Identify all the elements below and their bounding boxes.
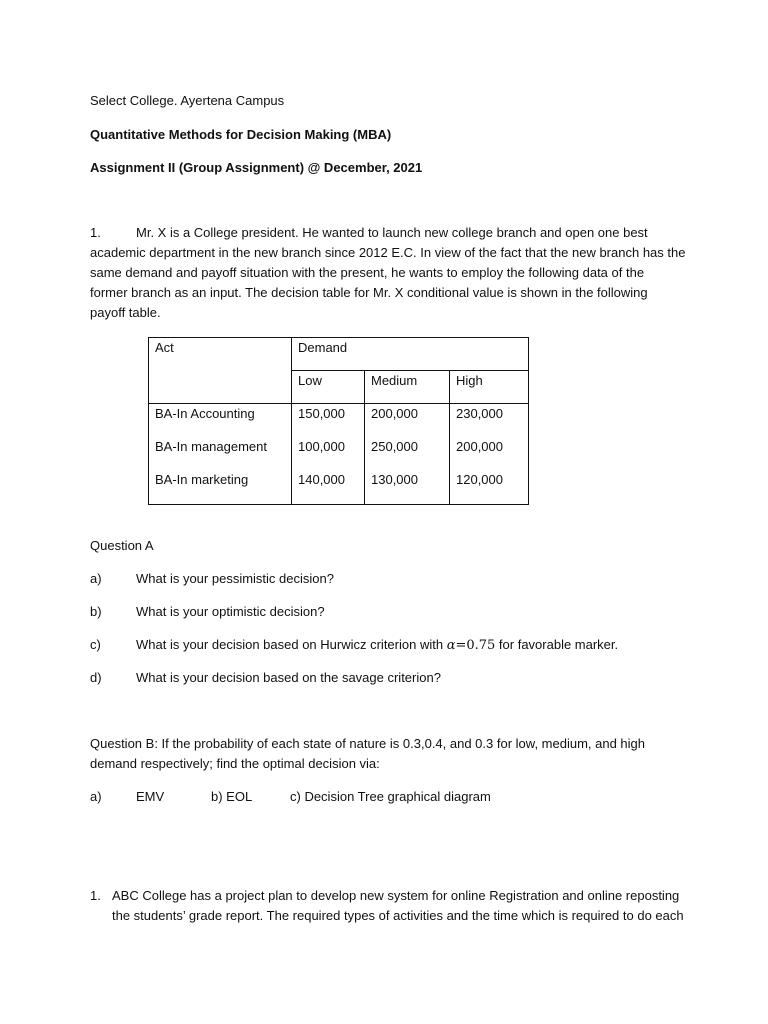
question-2-number: 1. [90, 888, 101, 903]
question-a-item-c: c) What is your decision based on Hurwicz criterion with α=0.75 for favorable marker. [90, 637, 619, 653]
alpha-symbol: α [446, 638, 456, 653]
column-header-high: High [450, 371, 529, 404]
question-2-line-1: ABC College has a project plan to develop new system for online Registration and online reposting [112, 888, 680, 903]
question-b-options: a) EMV b) EOL c) Decision Tree graphical diagram [90, 787, 491, 807]
question-a-item-b: b) What is your optimistic decision? [90, 604, 325, 619]
question-1-line-1: Mr. X is a College president. He wanted to launch new college branch and open one best [136, 225, 648, 240]
low-values-cell [292, 404, 365, 505]
question-1-paragraph [90, 223, 686, 323]
table-cell: 150,000 [298, 406, 345, 421]
act-row-accounting: BA-In Accounting [155, 406, 255, 421]
question-1-line-5: payoff table. [90, 305, 161, 320]
table-cell: 100,000 [298, 439, 345, 454]
question-a-item-d: d) What is your decision based on the savage criterion? [90, 670, 441, 685]
question-b-line-2: demand respectively; find the optimal decision via: [90, 756, 380, 771]
demand-header: Demand [292, 338, 529, 371]
question-1-line-2: academic department in the new branch since 2012 E.C. In view of the fact that the new branch has the [90, 245, 686, 260]
table-cell: 120,000 [456, 472, 503, 487]
option-eol: b) EOL [211, 789, 253, 804]
question-b-line-1: Question B: If the probability of each state of nature is 0.3,0.4, and 0.3 for low, medium, and high [90, 736, 646, 751]
table-cell: 140,000 [298, 472, 345, 487]
act-header: Act [149, 338, 292, 404]
question-a-item-a: a) What is your pessimistic decision? [90, 571, 334, 586]
question-2-line-2: the students’ grade report. The required types of activities and the time which is required to do each [112, 908, 684, 923]
option-emv: EMV [136, 789, 165, 804]
medium-values-cell [365, 404, 450, 505]
table-cell: 200,000 [456, 439, 503, 454]
question-1-line-4: former branch as an input. The decision table for Mr. X conditional value is shown in the following [90, 285, 648, 300]
table-cell: 200,000 [371, 406, 418, 421]
high-values-cell [450, 404, 529, 505]
act-row-marketing: BA-In marketing [155, 472, 249, 487]
table-cell: 250,000 [371, 439, 418, 454]
course-title: Quantitative Methods for Decision Making (MBA) [90, 127, 392, 142]
question-b-paragraph [90, 734, 680, 774]
act-cell [149, 404, 292, 505]
alpha-value: =0.75 [455, 638, 496, 653]
college-name: Select College. Ayertena Campus [90, 93, 285, 108]
table-cell: 130,000 [371, 472, 418, 487]
table-cell: 230,000 [456, 406, 503, 421]
payoff-table [148, 337, 529, 505]
question-2-paragraph [90, 886, 684, 926]
column-header-medium: Medium [365, 371, 450, 404]
question-1-number: 1. [90, 225, 101, 240]
option-decision-tree: c) Decision Tree graphical diagram [290, 789, 491, 804]
assignment-title: Assignment II (Group Assignment) @ December, 2021 [90, 160, 423, 175]
question-1-line-3: same demand and payoff situation with the present, he wants to employ the following data of the [90, 265, 645, 280]
column-header-low: Low [292, 371, 365, 404]
question-a-title: Question A [90, 538, 154, 553]
act-row-management: BA-In management [155, 439, 268, 454]
